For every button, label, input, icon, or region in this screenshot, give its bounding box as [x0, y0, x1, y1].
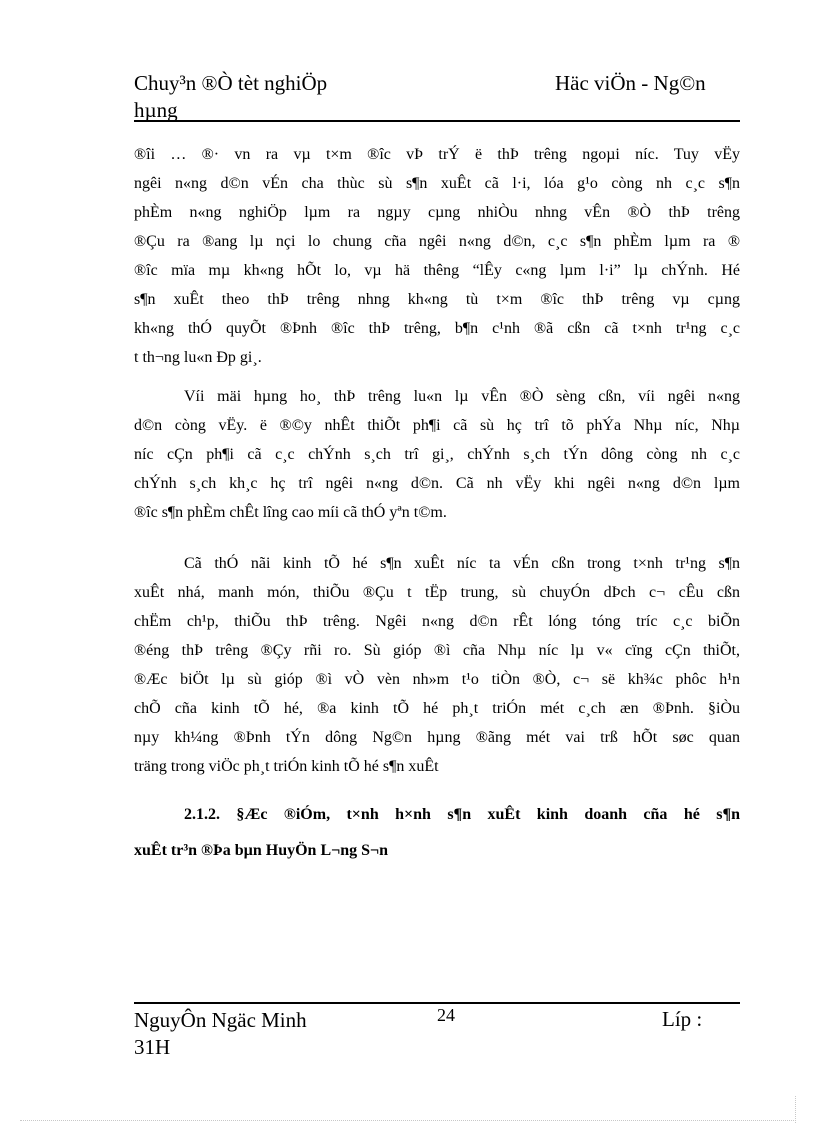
text-line: ®îc mïa mµ kh«ng hÕt lo, vµ hä thêng “lÊy c«ng lµm l·i” lµ chÝnh. Hé [134, 262, 740, 279]
paragraph-3 [134, 549, 740, 781]
paragraph-1 [134, 140, 740, 372]
header-title-left-line1: Chuy³n ®Ò tèt nghiÖp [134, 71, 328, 95]
text-line: Cã thÓ nãi kinh tÕ hé s¶n xuÊt níc ta vÉn cßn trong t×nh tr¹ng s¶n [184, 555, 740, 572]
header-title-left [134, 70, 394, 124]
text-line: ngêi n«ng d©n vÉn cha thùc sù s¶n xuÊt cã l·i, lóa g¹o còng nh c¸c s¶n [134, 175, 740, 192]
text-line: ®îi … ®· vn ra vµ t×m ®îc vÞ trÝ ë thÞ trêng ngoµi níc. Tuy vËy [134, 146, 740, 163]
page-corner-mark [795, 1096, 796, 1123]
body-text [134, 140, 740, 869]
text-line: phÈm n«ng nghiÖp lµm ra ngµy cµng nhiÒu nhng vÊn ®Ò thÞ trêng [134, 204, 740, 221]
text-line: kh«ng thÓ quyÕt ®Þnh ®îc thÞ trêng, b¶n c¹nh ®ã cßn cã t×nh tr¹ng c¸c [134, 320, 740, 337]
text-line: ®éng thÞ trêng ®Çy rñi ro. Sù gióp ®ì cña Nhµ níc lµ v« cïng cÇn thiÕt, [134, 642, 740, 659]
text-line: chÝnh s¸ch kh¸c hç trî ngêi n«ng d©n. Cã nh vËy khi ngêi n«ng d©n lµm [134, 475, 740, 492]
text-line: träng trong viÖc ph¸t triÓn kinh tÕ hé s¶n xuÊt [134, 758, 439, 775]
page-boundary-line [20, 1120, 796, 1121]
header-divider [134, 120, 740, 122]
header-title-right: Häc viÖn - Ng©n [555, 71, 706, 95]
text-line: d©n còng vËy. ë ®©y nhÊt thiÕt ph¶i cã sù hç trî tõ phÝa Nhµ níc, Nhµ [134, 417, 740, 434]
text-line: ®Çu ra ®ang lµ nçi lo chung cña ngêi n«ng d©n, c¸c s¶n phÈm lµm ra ® [134, 233, 740, 250]
text-line: ®îc s¶n phÈm chÊt lîng cao míi cã thÓ yªn t©m. [134, 504, 447, 521]
footer-author: NguyÔn Ngäc Minh [134, 1008, 307, 1032]
text-line: ®Æc biÖt lµ sù gióp ®ì vÒ vèn nh»m t¹o tiÒn ®Ò, c¬ së kh¾c phôc h¹n [134, 671, 740, 688]
text-line: chËm ch¹p, thiÕu thÞ trêng. Ngêi n«ng d©n rÊt lóng tóng tríc c¸c biÕn [134, 613, 740, 630]
footer-class-code: 31H [134, 1035, 171, 1059]
section-heading-line: 2.1.2. §Æc ®iÓm, t×nh h×nh s¶n xuÊt kinh doanh cña hé s¶n [184, 806, 740, 823]
text-line: níc cÇn ph¶i cã c¸c chÝnh s¸ch trî gi¸, chÝnh s¸ch tÝn dông còng nh c¸c [134, 446, 740, 463]
section-heading [134, 797, 740, 869]
footer-class-label: Líp : [662, 1007, 703, 1031]
paragraph-2 [134, 382, 740, 527]
text-line: chÕ cña kinh tÕ hé, ®a kinh tÕ hé ph¸t triÓn mét c¸ch æn ®Þnh. §iÒu [134, 700, 740, 717]
footer-divider [134, 1002, 740, 1004]
text-line: t th¬ng lu«n Ðp gi¸. [134, 349, 262, 366]
section-heading-line: xuÊt tr³n ®Þa bµn HuyÖn L¬ng S¬n [134, 842, 389, 859]
text-line: xuÊt nhá, manh món, thiÕu ®Çu t tËp trung, sù chuyÓn dÞch c¬ cÊu cßn [134, 584, 740, 601]
text-line: nµy kh¼ng ®Þnh tÝn dông Ng©n hµng ®ãng mét vai trß hÕt søc quan [134, 729, 740, 746]
footer-author-block [134, 1007, 334, 1061]
text-line: Víi mäi hµng ho¸ thÞ trêng lu«n lµ vÊn ®Ò sèng cßn, víi ngêi n«ng [184, 388, 740, 405]
text-line: s¶n xuÊt theo thÞ trêng nhng kh«ng tù t×m ®îc thÞ trêng vµ cµng [134, 291, 740, 308]
header-title-left-line2: hµng [134, 98, 178, 122]
page-number: 24 [437, 1005, 455, 1025]
